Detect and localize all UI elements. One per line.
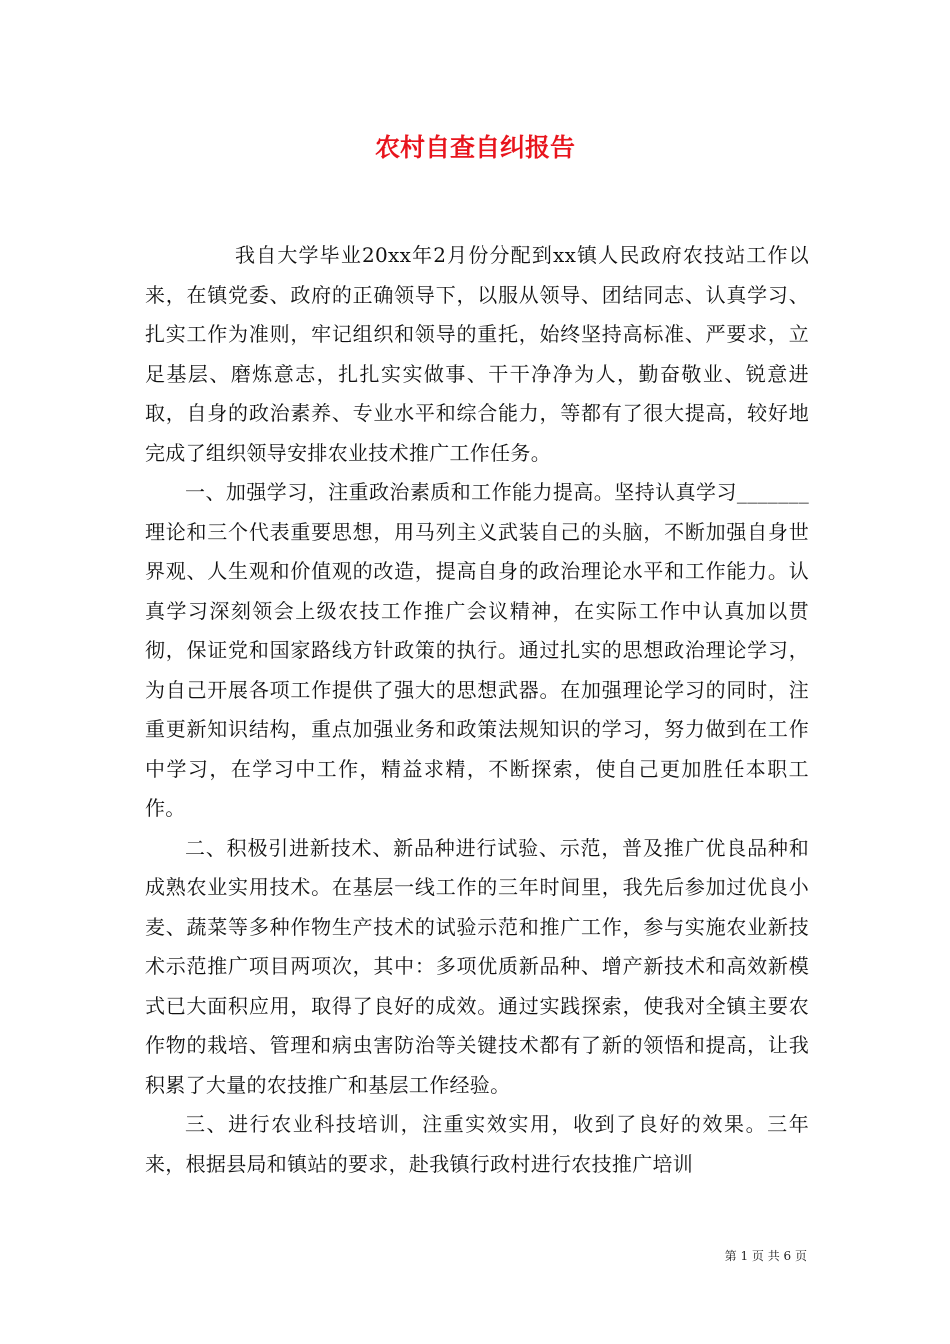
- paragraph-intro: 我自大学毕业20xx年2月份分配到xx镇人民政府农技站工作以来，在镇党委、政府的正确领导下，以服从领导、团结同志、认真学习、扎实工作为准则，牢记组织和领导的重托，始终坚持高标准、严要求，立足基层、磨炼意志，扎扎实实做事、干干净净为人，勤奋敬业、锐意进取，自身的政治素养、专业水平和综合能力，等都有了很大提高，较好地完成了组织领导安排农业技术推广工作任务。: [145, 243, 809, 465]
- document-title: 农村自查自纠报告: [374, 133, 575, 162]
- paragraph-section-2: 二、积极引进新技术、新品种进行试验、示范，普及推广优良品种和成熟农业实用技术。在基层一线工作的三年时间里，我先后参加过优良小麦、蔬菜等多种作物生产技术的试验示范和推广工作，参与实施农业新技术示范推广项目两项次，其中：多项优质新品种、增产新技术和高效新模式已大面积应用，取得了良好的成效。通过实践探索，使我对全镇主要农作物的栽培、管理和病虫害防治等关键技术都有了新的领悟和提高，让我积累了大量的农技推广和基层工作经验。: [145, 835, 809, 1097]
- paragraph-section-3: 三、进行农业科技培训，注重实效实用，收到了良好的效果。三年来，根据县局和镇站的要求，赴我镇行政村进行农技推广培训: [145, 1112, 809, 1176]
- page-number-footer: 第 1 页 共 6 页: [724, 1249, 807, 1263]
- paragraph-section-1: 一、加强学习，注重政治素质和工作能力提高。坚持认真学习_______理论和三个代表重要思想，用马列主义武装自己的头脑，不断加强自身世界观、人生观和价值观的改造，提高自身的政治理论水平和工作能力。认真学习深刻领会上级农技工作推广会议精神，在实际工作中认真加以贯彻，保证党和国家路线方针政策的执行。通过扎实的思想政治理论学习，为自己开展各项工作提供了强大的思想武器。在加强理论学习的同时，注重更新知识结构，重点加强业务和政策法规知识的学习，努力做到在工作中学习，在学习中工作，精益求精，不断探索，使自己更加胜任本职工作。: [145, 480, 809, 820]
- document-body: [145, 236, 809, 1184]
